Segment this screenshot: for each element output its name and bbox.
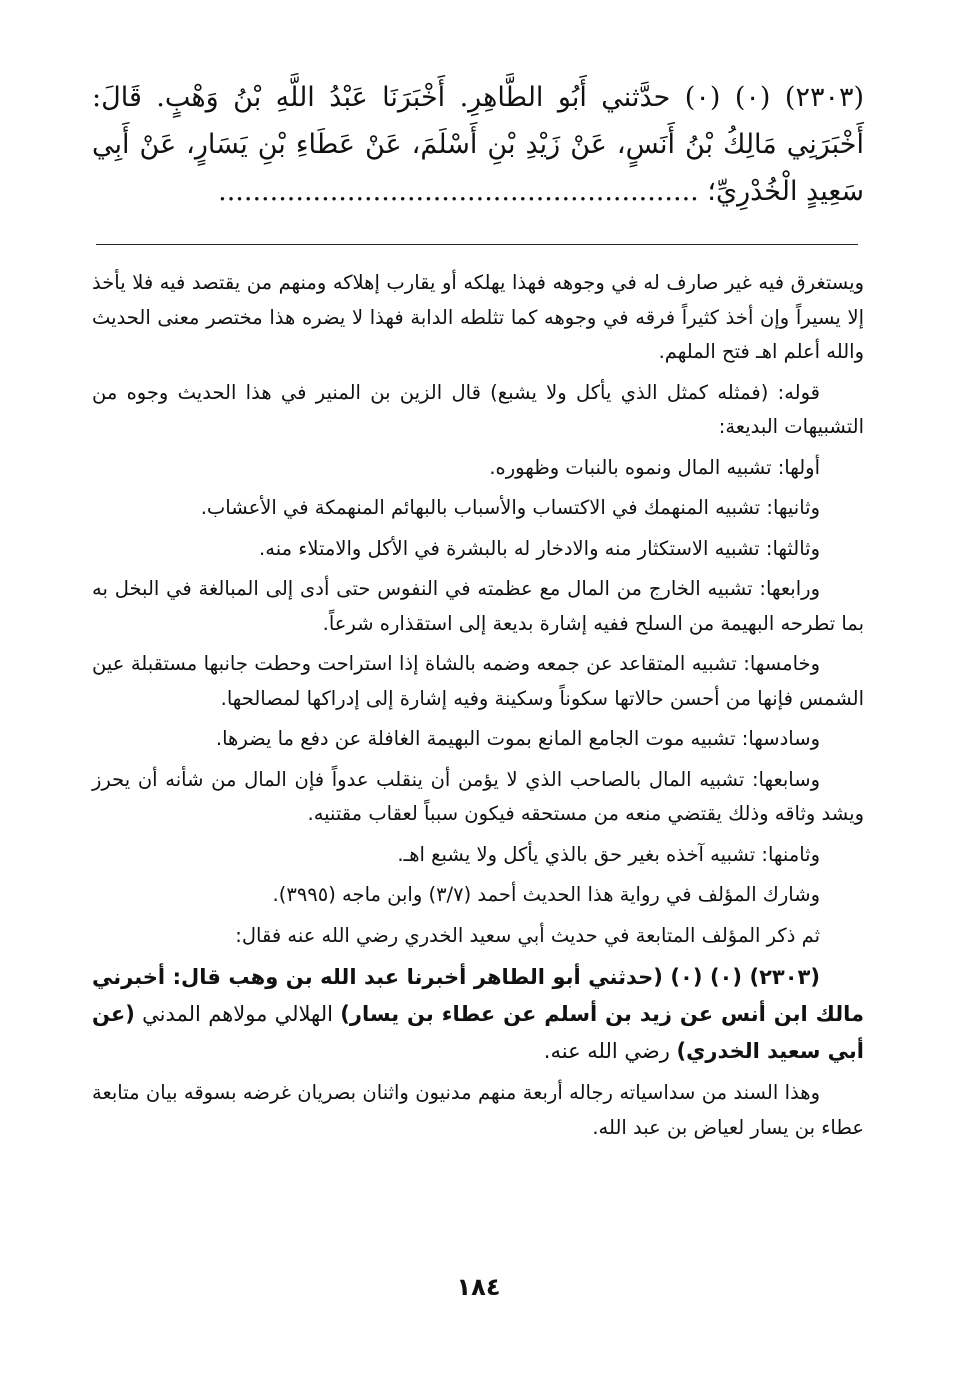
simile-item-5: وخامسها: تشبيه المتقاعد عن جمعه وضمه بالشاة إذا استراحت وحطت جانبها مستقبلة عين الشمس فإنها من أحسن حالاتها سكوناً وسكينة وفيه إشارة إلى إدراكها لمصالحها. — [92, 652, 864, 710]
simile-item-6: وسادسها: تشبيه موت الجامع المانع بموت البهيمة الغافلة عن دفع ما يضرها. — [215, 727, 820, 750]
page-number: ١٨٤ — [456, 1273, 501, 1301]
hadith-text — [92, 74, 864, 215]
hadith-chain-bold-2: (عن أبي سعيد الخدري) — [92, 1002, 864, 1063]
simile-item-7: وسابعها: تشبيه المال بالصاحب الذي لا يؤمن أن ينقلب عدواً فإن المال من شأنه أن يحرز ويشد وثاقه وذلك يقتضي منعه من مستحقه فيكون سبباً لعقاب مقتنيه. — [92, 767, 864, 825]
hadith-body: (٢٣٠٣) (٠) (٠) حدَّثني أَبُو الطَّاهِرِ. أَخْبَرَنَا عَبْدُ اللَّهِ بْنُ وَهْبٍ. قَالَ: أَخْبَرَنِي مَالِكُ بْنُ أَنَسٍ، عَنْ زَيْدِ بْنِ أَسْلَمَ، عَنْ عَطَاءِ بْنِ يَسَارٍ، عَنْ أَبِي سَعِيدٍ الْخُدْرِيِّ؛ — [92, 82, 864, 207]
hadith-chain-plain-2: رضي الله عنه. — [543, 1039, 677, 1063]
hadith-chain-bold-1: (٢٣٠٣) (٠) (٠) (حدثني أبو الطاهر أخبرنا عبد الله بن وهب قال: أخبرني مالك ابن أنس عن زيد بن أسلم عن عطاء بن يسار) — [92, 965, 864, 1026]
commentary-paragraph-2: قوله: (فمثله كمثل الذي يأكل ولا يشبع) قال الزين بن المنير في هذا الحديث وجوه من التشبيهات البديعة: — [92, 380, 864, 438]
commentary-paragraph-6: وهذا السند من سداسياته رجاله أربعة منهم مدنيون واثنان بصريان غرضه بسوقه بيان متابعة عطاء بن يسار لعياض بن عبد الله. — [92, 1081, 864, 1139]
hadith-continuation-dots: ........................................................ — [218, 176, 699, 207]
simile-item-8: وثامنها: تشبيه آخذه بغير حق بالذي يأكل ولا يشبع اهـ. — [397, 842, 820, 866]
hadith-chain-plain-1: الهلالي مولاهم المدني — [134, 1002, 341, 1026]
separator-rule — [96, 244, 858, 245]
commentary-paragraph-1: ويستغرق فيه غير صارف له في وجوهه فهذا يهلكه أو يقارب إهلاكه ومنهم من يقتصد فيه فلا يأخذ إلا يسيراً وإن أخذ كثيراً فرقه في وجوهه كما تثلطه الدابة فهذا لا يضره هذا مختصر معنى الحديث والله أعلم اهـ فتح الملهم. — [92, 271, 864, 363]
simile-item-2: وثانيها: تشبيه المنهمك في الاكتساب والأسباب بالبهائم المنهمكة في الأعشاب. — [200, 496, 820, 519]
commentary-section — [92, 266, 864, 1151]
simile-item-3: وثالثها: تشبيه الاستكثار منه والادخار له بالبشرة في الأكل والامتلاء منه. — [259, 536, 820, 560]
simile-item-4: ورابعها: تشبيه الخارج من المال مع عظمته في النفوس حتى أدى إلى المبالغة في البخل به بما تطرحه البهيمة من السلح ففيه إشارة بديعة إلى استقذاره شرعاً. — [92, 577, 864, 635]
commentary-paragraph-3: وشارك المؤلف في رواية هذا الحديث أحمد (٣/٧) وابن ماجه (٣٩٩٥). — [272, 883, 820, 906]
commentary-paragraph-4: ثم ذكر المؤلف المتابعة في حديث أبي سعيد الخدري رضي الله عنه فقال: — [235, 923, 820, 947]
simile-item-1: أولها: تشبيه المال ونموه بالنبات وظهوره. — [489, 455, 820, 479]
commentary-paragraph-5 — [92, 959, 864, 1070]
